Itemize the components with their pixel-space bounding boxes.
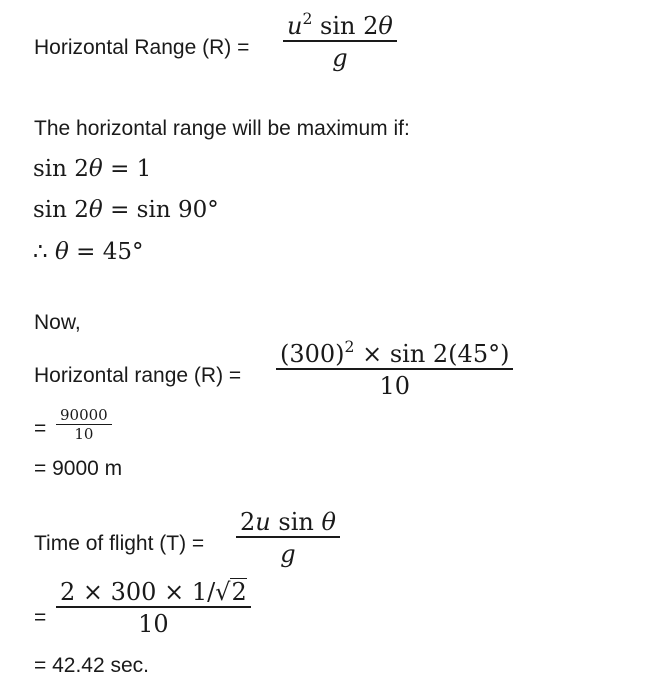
range-calc-fraction (276, 337, 513, 400)
time-result: = 42.42 sec. (34, 654, 149, 677)
var-theta: θ (88, 197, 103, 223)
eq1-lhs: sin 2 (33, 156, 89, 182)
equals-sign-2: = (34, 606, 47, 629)
time-formula-denominator: g (280, 539, 296, 568)
var-u: u (255, 508, 271, 536)
sin-45-term: × sin 2(45°) (354, 340, 510, 368)
range-formula-numerator (283, 9, 397, 40)
coef-2: 2 (240, 508, 256, 536)
equals-sign: = (34, 417, 47, 440)
eq2-lhs: sin 2 (33, 197, 89, 223)
now-text: Now, (34, 311, 81, 334)
time-label: Time of flight (T) = (34, 532, 205, 555)
var-theta: θ (54, 239, 69, 265)
step1-denominator: 10 (74, 425, 94, 443)
base-300: (300) (280, 340, 345, 368)
range-formula-fraction (283, 9, 397, 72)
range-formula-denominator: g (332, 43, 348, 72)
time-calc-numerator (56, 578, 251, 606)
sin-term: sin (270, 508, 322, 536)
time-calc-prefix: 2 × 300 × 1/ (60, 578, 216, 606)
eq3-rhs: = 45° (68, 239, 144, 265)
var-u: u (287, 12, 303, 40)
equation-sin2theta-1 (33, 156, 151, 182)
time-formula-fraction (236, 508, 340, 568)
range-result: = 9000 m (34, 457, 123, 480)
eq2-rhs: = sin 90° (102, 197, 219, 223)
range-label: Horizontal Range (R) = (34, 36, 250, 59)
sqrt-radicand: 2 (231, 578, 247, 606)
var-theta: θ (378, 12, 393, 40)
var-theta: θ (321, 508, 336, 536)
var-theta: θ (88, 156, 103, 182)
range-calc-denominator: 10 (379, 371, 410, 400)
sqrt-symbol: √ (215, 578, 231, 606)
time-formula-numerator (236, 508, 340, 536)
equation-theta-45 (33, 239, 143, 265)
equation-sin2theta-sin90 (33, 197, 219, 223)
eq1-rhs: = 1 (102, 156, 152, 182)
exponent: 2 (344, 337, 355, 356)
range-calc-numerator (276, 337, 513, 368)
max-condition-text: The horizontal range will be maximum if: (34, 117, 410, 140)
step1-fraction (56, 406, 112, 443)
therefore-symbol: ∴ (33, 239, 48, 265)
time-calc-denominator: 10 (138, 609, 169, 638)
sin-term: sin 2 (320, 12, 379, 40)
time-calc-fraction (56, 578, 251, 638)
step1-numerator: 90000 (60, 406, 108, 424)
range-label-2: Horizontal range (R) = (34, 364, 242, 387)
exponent: 2 (302, 9, 313, 28)
